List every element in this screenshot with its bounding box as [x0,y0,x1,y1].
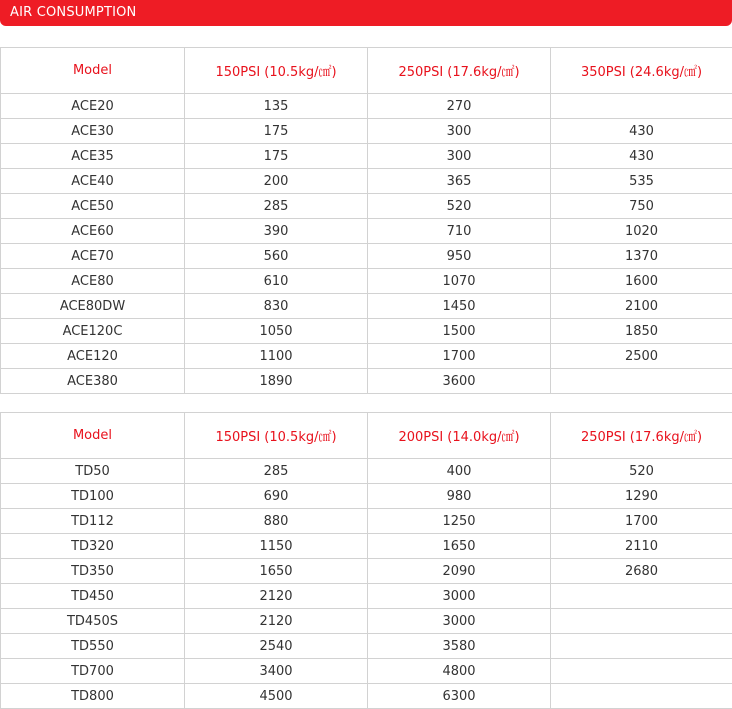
consumption-cell [551,659,732,684]
consumption-cell: 1700 [368,344,551,369]
consumption-cell: 520 [368,194,551,219]
consumption-cell: 2120 [185,609,368,634]
table-row [1,369,732,394]
consumption-cell [551,634,732,659]
consumption-cell: 1100 [185,344,368,369]
consumption-cell: 285 [185,194,368,219]
consumption-cell: 3580 [368,634,551,659]
consumption-cell: 1070 [368,269,551,294]
model-cell: TD320 [1,534,185,559]
column-header-model: Model [1,48,185,94]
table-row [1,269,732,294]
column-header-pressure: 250PSI (17.6kg/㎠) [368,48,551,94]
table-row [1,559,732,584]
consumption-cell: 4800 [368,659,551,684]
consumption-cell: 1050 [185,319,368,344]
table-row [1,484,732,509]
table-row [1,344,732,369]
consumption-cell: 2090 [368,559,551,584]
column-header-pressure: 200PSI (14.0kg/㎠) [368,413,551,459]
consumption-cell [551,684,732,709]
model-cell: TD50 [1,459,185,484]
model-cell: TD450 [1,584,185,609]
consumption-cell: 300 [368,119,551,144]
consumption-cell: 1290 [551,484,732,509]
table-header-row [1,413,732,459]
consumption-cell: 710 [368,219,551,244]
consumption-cell: 3400 [185,659,368,684]
consumption-cell: 2110 [551,534,732,559]
consumption-cell [551,94,732,119]
consumption-cell: 3000 [368,584,551,609]
model-cell: TD350 [1,559,185,584]
consumption-cell: 200 [185,169,368,194]
consumption-cell: 2120 [185,584,368,609]
model-cell: ACE35 [1,144,185,169]
consumption-cell: 1250 [368,509,551,534]
consumption-cell: 1650 [185,559,368,584]
consumption-cell: 560 [185,244,368,269]
consumption-cell: 1370 [551,244,732,269]
table-row [1,584,732,609]
model-cell: ACE70 [1,244,185,269]
consumption-cell: 1450 [368,294,551,319]
consumption-cell: 1700 [551,509,732,534]
model-cell: ACE380 [1,369,185,394]
consumption-cell: 1850 [551,319,732,344]
model-cell: ACE50 [1,194,185,219]
model-cell: TD700 [1,659,185,684]
consumption-cell: 3600 [368,369,551,394]
consumption-cell: 690 [185,484,368,509]
model-cell: ACE120C [1,319,185,344]
consumption-cell: 520 [551,459,732,484]
table-row [1,634,732,659]
consumption-cell: 175 [185,144,368,169]
td-air-consumption-table [0,412,732,709]
section-banner [0,0,732,26]
table-row [1,659,732,684]
table-row [1,509,732,534]
consumption-cell [551,584,732,609]
table-row [1,609,732,634]
consumption-cell: 6300 [368,684,551,709]
consumption-cell: 2540 [185,634,368,659]
consumption-cell: 750 [551,194,732,219]
consumption-cell: 1150 [185,534,368,559]
table-row [1,684,732,709]
table-row [1,169,732,194]
consumption-cell: 135 [185,94,368,119]
consumption-cell: 285 [185,459,368,484]
column-header-pressure: 350PSI (24.6kg/㎠) [551,48,732,94]
table-row [1,94,732,119]
model-cell: ACE40 [1,169,185,194]
model-cell: TD800 [1,684,185,709]
column-header-pressure: 250PSI (17.6kg/㎠) [551,413,732,459]
model-cell: ACE30 [1,119,185,144]
table-row [1,294,732,319]
model-cell: TD450S [1,609,185,634]
table-row [1,319,732,344]
consumption-cell: 2100 [551,294,732,319]
model-cell: ACE120 [1,344,185,369]
table-row [1,194,732,219]
model-cell: TD112 [1,509,185,534]
consumption-cell: 950 [368,244,551,269]
consumption-cell: 2680 [551,559,732,584]
consumption-cell: 610 [185,269,368,294]
table-header-row [1,48,732,94]
ace-air-consumption-table [0,47,732,394]
table-row [1,119,732,144]
table-row [1,459,732,484]
column-header-pressure: 150PSI (10.5kg/㎠) [185,413,368,459]
consumption-cell: 270 [368,94,551,119]
consumption-cell: 4500 [185,684,368,709]
consumption-cell: 1500 [368,319,551,344]
consumption-cell: 880 [185,509,368,534]
consumption-cell: 430 [551,119,732,144]
consumption-cell: 535 [551,169,732,194]
model-cell: ACE60 [1,219,185,244]
table-row [1,534,732,559]
model-cell: ACE80DW [1,294,185,319]
column-header-pressure: 150PSI (10.5kg/㎠) [185,48,368,94]
consumption-cell [551,609,732,634]
column-header-model: Model [1,413,185,459]
table-row [1,244,732,269]
consumption-cell: 1600 [551,269,732,294]
consumption-cell: 1020 [551,219,732,244]
consumption-cell: 1890 [185,369,368,394]
consumption-cell: 300 [368,144,551,169]
consumption-cell: 980 [368,484,551,509]
model-cell: ACE80 [1,269,185,294]
model-cell: TD550 [1,634,185,659]
consumption-cell: 430 [551,144,732,169]
consumption-cell: 390 [185,219,368,244]
consumption-cell: 400 [368,459,551,484]
table-row [1,219,732,244]
consumption-cell: 365 [368,169,551,194]
model-cell: ACE20 [1,94,185,119]
consumption-cell: 3000 [368,609,551,634]
consumption-cell: 830 [185,294,368,319]
consumption-cell: 175 [185,119,368,144]
consumption-cell: 2500 [551,344,732,369]
table-row [1,144,732,169]
consumption-cell: 1650 [368,534,551,559]
section-title: AIR CONSUMPTION [10,5,137,20]
model-cell: TD100 [1,484,185,509]
consumption-cell [551,369,732,394]
